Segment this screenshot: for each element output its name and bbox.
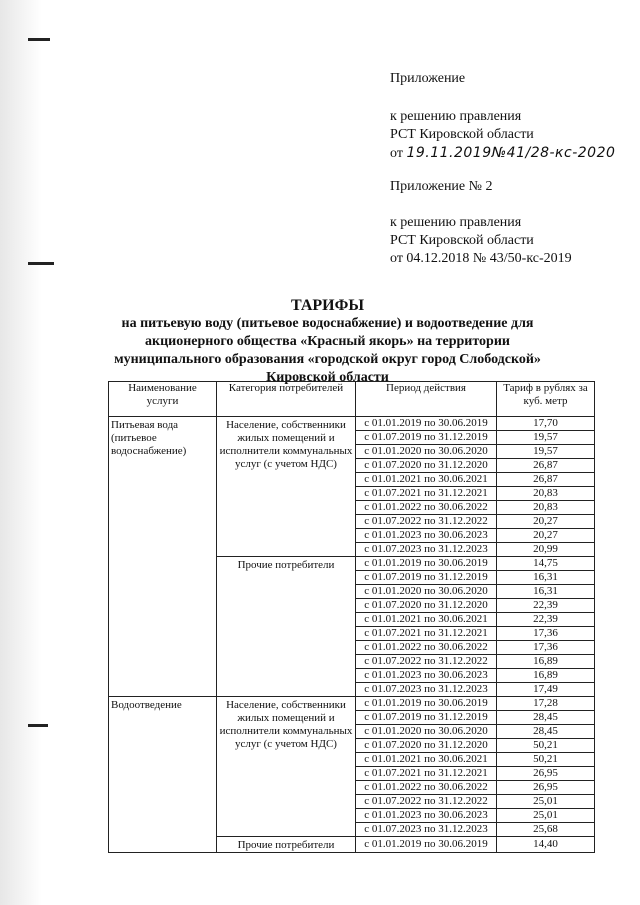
period-cell: с 01.01.2019 по 30.06.2019: [356, 697, 497, 711]
header-tariff: Тариф в рублях за куб. метр: [497, 382, 595, 417]
tariff-cell: 25,01: [497, 809, 595, 823]
tariff-cell: 16,31: [497, 585, 595, 599]
header-service: Наименование услуги: [109, 382, 217, 417]
tariff-cell: 14,75: [497, 557, 595, 571]
tariff-cell: 17,28: [497, 697, 595, 711]
tariff-cell: 20,27: [497, 515, 595, 529]
category-cell: Население, собственники жилых помещений и исполнители коммунальных услуг (с учетом НДС): [217, 417, 356, 557]
table-row: [109, 697, 595, 711]
tariff-cell: 20,99: [497, 543, 595, 557]
appendix-2-label: Приложение № 2: [390, 179, 493, 194]
period-cell: с 01.01.2019 по 30.06.2019: [356, 417, 497, 431]
table-body: [109, 417, 595, 853]
period-cell: с 01.01.2023 по 30.06.2023: [356, 809, 497, 823]
period-cell: с 01.01.2022 по 30.06.2022: [356, 501, 497, 515]
tariff-cell: 28,45: [497, 725, 595, 739]
period-cell: с 01.07.2020 по 31.12.2020: [356, 459, 497, 473]
period-cell: с 01.07.2021 по 31.12.2021: [356, 627, 497, 641]
scan-mark: [28, 724, 48, 727]
decision-line: РСТ Кировской области: [390, 233, 534, 248]
tariff-cell: 17,49: [497, 683, 595, 697]
document-title: [100, 297, 555, 387]
tariff-cell: 22,39: [497, 613, 595, 627]
appendix-block: [390, 70, 465, 88]
period-cell: с 01.01.2021 по 30.06.2021: [356, 753, 497, 767]
title-line: муниципального образования «городской округ город Слободской»: [114, 352, 541, 367]
title-main: ТАРИФЫ: [290, 297, 365, 314]
decision-2-block: [390, 214, 572, 268]
tariff-cell: 20,83: [497, 501, 595, 515]
category-cell: Население, собственники жилых помещений и исполнители коммунальных услуг (с учетом НДС): [217, 697, 356, 837]
tariff-table: [108, 381, 595, 853]
tariff-cell: 25,68: [497, 823, 595, 837]
table-header-row: [109, 382, 595, 417]
tariff-cell: 19,57: [497, 431, 595, 445]
tariff-cell: 25,01: [497, 795, 595, 809]
header-category: Категория потребителей: [217, 382, 356, 417]
tariff-cell: 50,21: [497, 739, 595, 753]
period-cell: с 01.01.2022 по 30.06.2022: [356, 781, 497, 795]
tariff-cell: 16,31: [497, 571, 595, 585]
decision-date-line: [390, 144, 615, 163]
period-cell: с 01.01.2019 по 30.06.2019: [356, 837, 497, 853]
from-prefix: от: [390, 146, 403, 161]
period-cell: с 01.07.2019 по 31.12.2019: [356, 711, 497, 725]
period-cell: с 01.01.2023 по 30.06.2023: [356, 529, 497, 543]
period-cell: с 01.01.2020 по 30.06.2020: [356, 585, 497, 599]
tariff-cell: 17,36: [497, 627, 595, 641]
category-cell: Прочие потребители: [217, 837, 356, 853]
period-cell: с 01.07.2020 по 31.12.2020: [356, 599, 497, 613]
tariff-cell: 50,21: [497, 753, 595, 767]
period-cell: с 01.01.2021 по 30.06.2021: [356, 473, 497, 487]
tariff-cell: 26,87: [497, 473, 595, 487]
period-cell: с 01.01.2022 по 30.06.2022: [356, 641, 497, 655]
scan-mark: [28, 262, 54, 265]
table-row: [109, 417, 595, 431]
scan-edge-shadow: [0, 0, 60, 905]
period-cell: с 01.01.2019 по 30.06.2019: [356, 557, 497, 571]
period-cell: с 01.01.2020 по 30.06.2020: [356, 445, 497, 459]
title-line: на питьевую воду (питьевое водоснабжение) и водоотведение для: [121, 316, 534, 331]
period-cell: с 01.07.2022 по 31.12.2022: [356, 795, 497, 809]
appendix-2-block: [390, 178, 493, 196]
tariff-cell: 17,36: [497, 641, 595, 655]
tariff-cell: 26,87: [497, 459, 595, 473]
service-cell: Водоотведение: [109, 697, 217, 853]
tariff-cell: 26,95: [497, 767, 595, 781]
tariff-cell: 20,27: [497, 529, 595, 543]
title-line: акционерного общества «Красный якорь» на территории: [145, 334, 510, 349]
tariff-cell: 14,40: [497, 837, 595, 853]
period-cell: с 01.07.2019 по 31.12.2019: [356, 431, 497, 445]
tariff-cell: 20,83: [497, 487, 595, 501]
period-cell: с 01.07.2023 по 31.12.2023: [356, 683, 497, 697]
decision-line: от 04.12.2018 № 43/50-кс-2019: [390, 251, 572, 266]
tariff-cell: 28,45: [497, 711, 595, 725]
period-cell: с 01.07.2022 по 31.12.2022: [356, 515, 497, 529]
tariff-cell: 26,95: [497, 781, 595, 795]
handwritten-reference: 19.11.2019№41/28-кс-2020: [406, 145, 616, 161]
header-period: Период действия: [356, 382, 497, 417]
decision-block: [390, 108, 615, 163]
period-cell: с 01.07.2021 по 31.12.2021: [356, 487, 497, 501]
period-cell: с 01.07.2020 по 31.12.2020: [356, 739, 497, 753]
tariff-cell: 22,39: [497, 599, 595, 613]
period-cell: с 01.07.2019 по 31.12.2019: [356, 571, 497, 585]
service-cell: Питьевая вода (питьевое водоснабжение): [109, 417, 217, 697]
decision-line: к решению правления: [390, 215, 522, 230]
period-cell: с 01.07.2022 по 31.12.2022: [356, 655, 497, 669]
tariff-cell: 16,89: [497, 655, 595, 669]
period-cell: с 01.01.2021 по 30.06.2021: [356, 613, 497, 627]
scan-mark: [28, 38, 50, 41]
decision-line: к решению правления: [390, 109, 522, 124]
title-line: Кировской области: [266, 370, 389, 385]
appendix-label: Приложение: [390, 71, 466, 86]
period-cell: с 01.07.2021 по 31.12.2021: [356, 767, 497, 781]
period-cell: с 01.07.2023 по 31.12.2023: [356, 823, 497, 837]
tariff-cell: 19,57: [497, 445, 595, 459]
period-cell: с 01.07.2023 по 31.12.2023: [356, 543, 497, 557]
tariff-cell: 16,89: [497, 669, 595, 683]
period-cell: с 01.01.2023 по 30.06.2023: [356, 669, 497, 683]
tariff-cell: 17,70: [497, 417, 595, 431]
category-cell: Прочие потребители: [217, 557, 356, 697]
period-cell: с 01.01.2020 по 30.06.2020: [356, 725, 497, 739]
decision-line: РСТ Кировской области: [390, 127, 534, 142]
